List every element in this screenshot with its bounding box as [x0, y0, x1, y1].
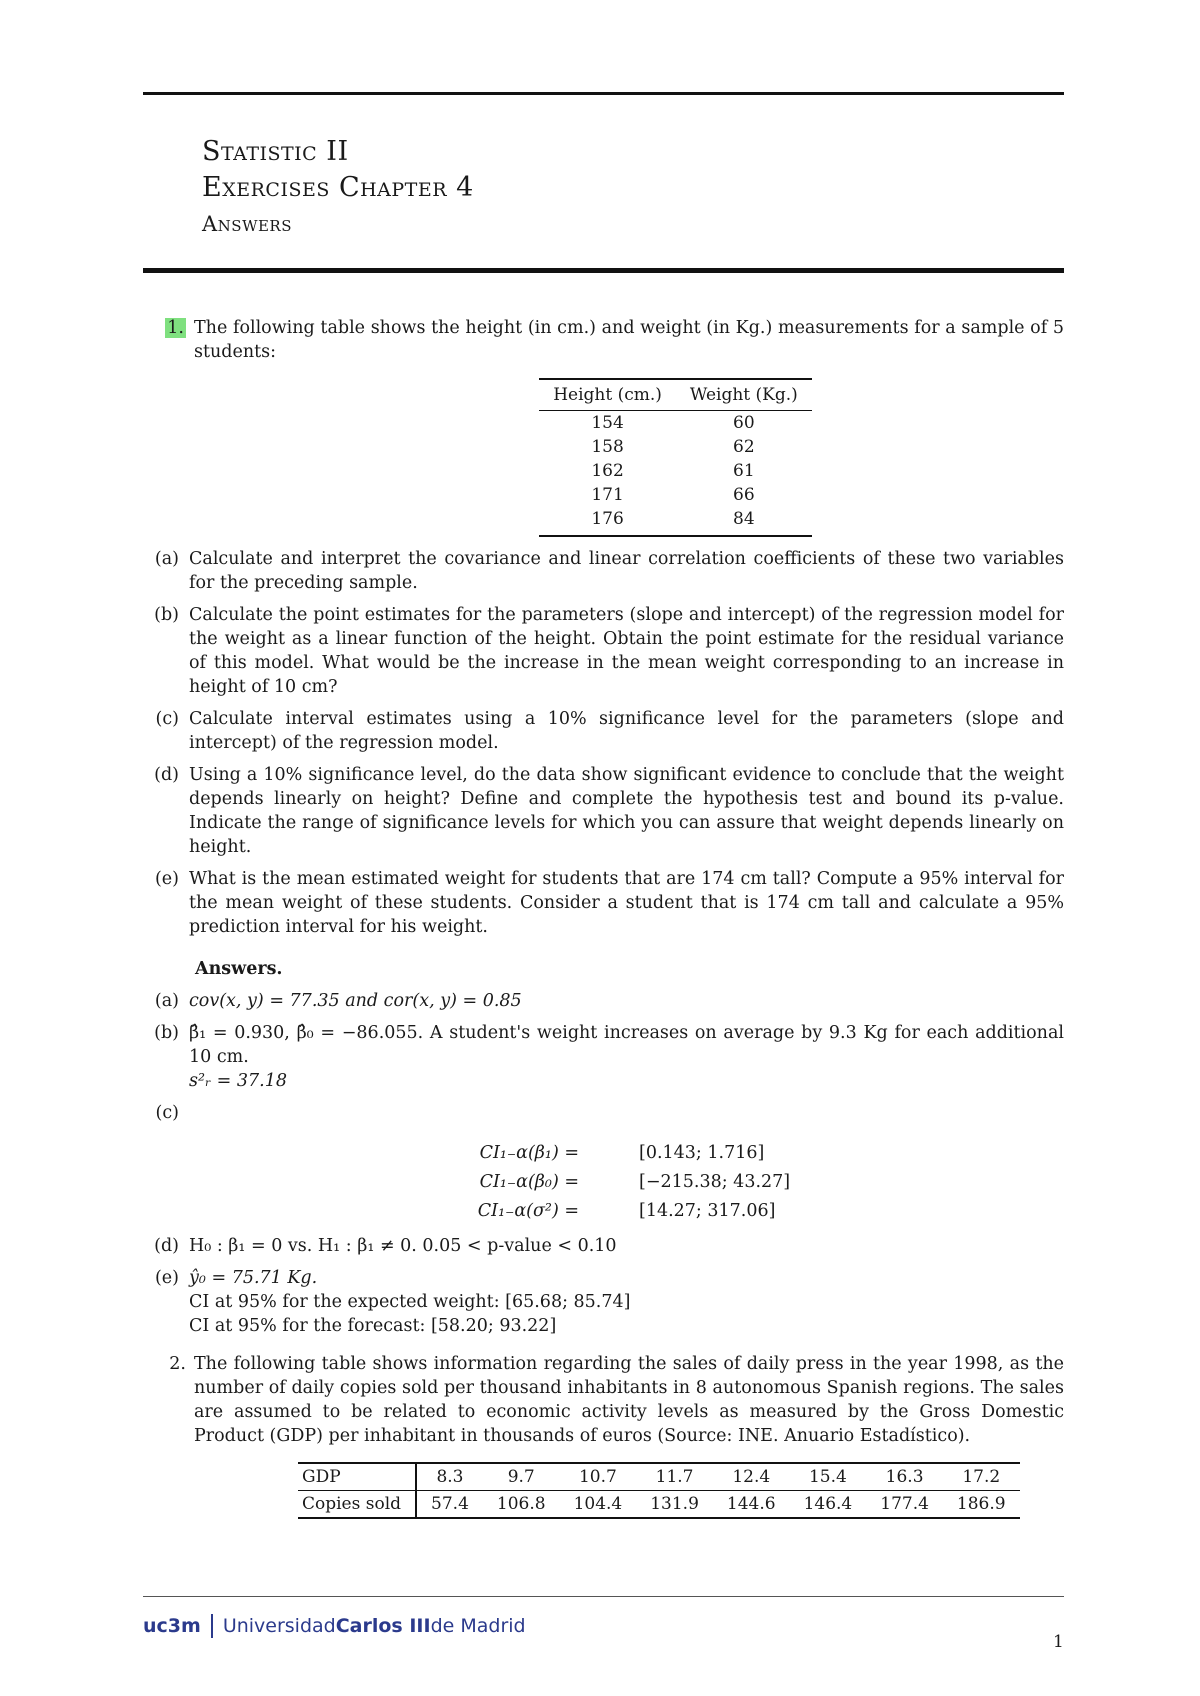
- table-row: [539, 483, 812, 507]
- top-rule: [143, 92, 1064, 95]
- answer-d: (d) H₀ : β₁ = 0 vs. H₁ : β₁ ≠ 0. 0.05 < p-value < 0.10: [154, 1236, 617, 1256]
- table-cell: 171: [591, 485, 624, 505]
- header-rule: [143, 268, 1064, 273]
- answer-e: (e) ŷ₀ = 75.71 Kg. CI at 95% for the expected weight: [65.68; 85.74] CI at 95% for the forecast: [58.20; 93.22]: [143, 1266, 1064, 1338]
- table-cell: 8.3: [416, 1463, 483, 1491]
- question-a: (a) Calculate and interpret the covariance and linear correlation coefficients of these two variables for the preceding sample.: [154, 549, 1064, 593]
- table-cell: 106.8: [483, 1491, 560, 1519]
- table-cell: 144.6: [713, 1491, 790, 1519]
- page-number: 1: [1053, 1632, 1064, 1652]
- exercise-1-intro: The following table shows the height (in cm.) and weight (in Kg.) measurements for a sample of 5 students:: [194, 318, 1064, 362]
- table-row: [539, 435, 812, 459]
- table-cell: 9.7: [483, 1463, 560, 1491]
- answer-a: (a) cov(x, y) = 77.35 and cor(x, y) = 0.85: [154, 991, 522, 1011]
- question-b: (b) Calculate the point estimates for the parameters (slope and intercept) of the regression model for the weight as a linear function of the height. Obtain the point estimate for the residual variance of this model. What would be the increase in the mean weight corresponding to an increase in height of 10 cm?: [154, 605, 1064, 697]
- exercise-2-intro: The following table shows information regarding the sales of daily press in the year 1998, as the number of daily copies sold per thousand inhabitants in 8 autonomous Spanish regions. The sales are assumed to be related to economic activity levels as measured by the Gross Domestic Product (GDP) per inhabitant in thousands of euros (Source: INE. Anuario Estadístico).: [194, 1354, 1064, 1446]
- logo-divider: [211, 1614, 213, 1638]
- table-cell: 146.4: [790, 1491, 867, 1519]
- answer-c: (c): [155, 1103, 179, 1123]
- ci-row-beta1: CI₁₋α(β₁) = [0.143; 1.716]: [479, 1143, 765, 1163]
- table-row: [539, 459, 812, 483]
- ci-row-sigma2: CI₁₋α(σ²) = [14.27; 317.06]: [477, 1201, 776, 1221]
- question-d: (d) Using a 10% significance level, do the data show significant evidence to conclude that the weight depends linearly on height? Define and complete the hypothesis test and bound its p-value. Indicate the range of significance levels for which you can assure that weight depends linearly on height.: [154, 765, 1064, 857]
- document-body: [143, 316, 1064, 1519]
- exercise-1: [143, 316, 1064, 364]
- table-cell: 84: [676, 507, 812, 536]
- exercise-2: [143, 1352, 1064, 1448]
- table-cell: 104.4: [560, 1491, 637, 1519]
- answer-e-ci-mean: CI at 95% for the expected weight: [65.68; 85.74]: [189, 1292, 631, 1312]
- table-cell: 154: [591, 413, 624, 433]
- footer-rule: [143, 1596, 1064, 1597]
- answer-b-estimates: β̂₁ = 0.930, β̂₀ = −86.055. A student's weight increases on average by 9.3 Kg for each additional 10 cm.: [189, 1023, 1064, 1067]
- table-cell: 11.7: [636, 1463, 713, 1491]
- question-e: (e) What is the mean estimated weight for students that are 174 cm tall? Compute a 95% interval for the mean weight of these students. Consider a student that is 174 cm tall and calculate a 95% prediction interval for his weight.: [154, 869, 1064, 937]
- row-label-gdp: GDP: [298, 1463, 416, 1491]
- table-cell: 162: [591, 461, 624, 481]
- table-cell: 186.9: [943, 1491, 1020, 1519]
- table-cell: 177.4: [866, 1491, 943, 1519]
- table-cell: 12.4: [713, 1463, 790, 1491]
- table-header-height: Height (cm.): [539, 379, 676, 411]
- exercise-2-number: 2.: [169, 1354, 186, 1374]
- table-row: [298, 1463, 1020, 1491]
- logo-text-post: de Madrid: [430, 1615, 526, 1637]
- logo-text-bold: Carlos III: [335, 1615, 431, 1637]
- ci-row-beta0: CI₁₋α(β₀) = [−215.38; 43.27]: [479, 1172, 791, 1192]
- answer-b-residual-variance: s²ᵣ = 37.18: [189, 1071, 287, 1091]
- table-cell: 61: [733, 461, 755, 481]
- question-c: (c) Calculate interval estimates using a 10% significance level for the parameters (slope and intercept) of the regression model.: [155, 709, 1064, 753]
- logo-text-pre: Universidad: [222, 1615, 336, 1637]
- answer-e-ci-forecast: CI at 95% for the forecast: [58.20; 93.22]: [189, 1316, 557, 1336]
- logo-mark: uc3m: [143, 1615, 201, 1637]
- table-header-weight: Weight (Kg.): [676, 379, 812, 411]
- exercise-1-number[interactable]: 1.: [167, 318, 184, 338]
- table-cell: 60: [733, 413, 755, 433]
- document-title: Statistic II: [202, 136, 349, 167]
- table-cell: 10.7: [560, 1463, 637, 1491]
- exercise-1-questions: [143, 547, 1064, 939]
- university-logo: [143, 1614, 526, 1638]
- table-cell: 17.2: [943, 1463, 1020, 1491]
- confidence-intervals: [143, 1139, 1064, 1226]
- answer-e-point: ŷ₀ = 75.71 Kg.: [189, 1268, 318, 1288]
- table-row: [539, 411, 812, 436]
- answer-b: (b) β̂₁ = 0.930, β̂₀ = −86.055. A student's weight increases on average by 9.3 Kg for each additional 10 cm. s²ᵣ = 37.18: [154, 1023, 1064, 1091]
- table-cell: 66: [733, 485, 755, 505]
- table-cell: 16.3: [866, 1463, 943, 1491]
- table-cell: 57.4: [416, 1491, 483, 1519]
- table-row: [539, 507, 812, 536]
- table-row: [298, 1491, 1020, 1519]
- table-cell: 131.9: [636, 1491, 713, 1519]
- document-subtitle: Exercises Chapter 4: [202, 172, 474, 203]
- row-label-copies: Copies sold: [298, 1491, 416, 1519]
- table-cell: 176: [539, 507, 676, 536]
- height-weight-table: [539, 378, 812, 537]
- table-cell: 62: [733, 437, 755, 457]
- answers-heading: Answers.: [195, 959, 283, 979]
- table-cell: 158: [591, 437, 624, 457]
- document-section-title: Answers: [202, 212, 293, 236]
- gdp-copies-table: [298, 1462, 1020, 1519]
- table-cell: 15.4: [790, 1463, 867, 1491]
